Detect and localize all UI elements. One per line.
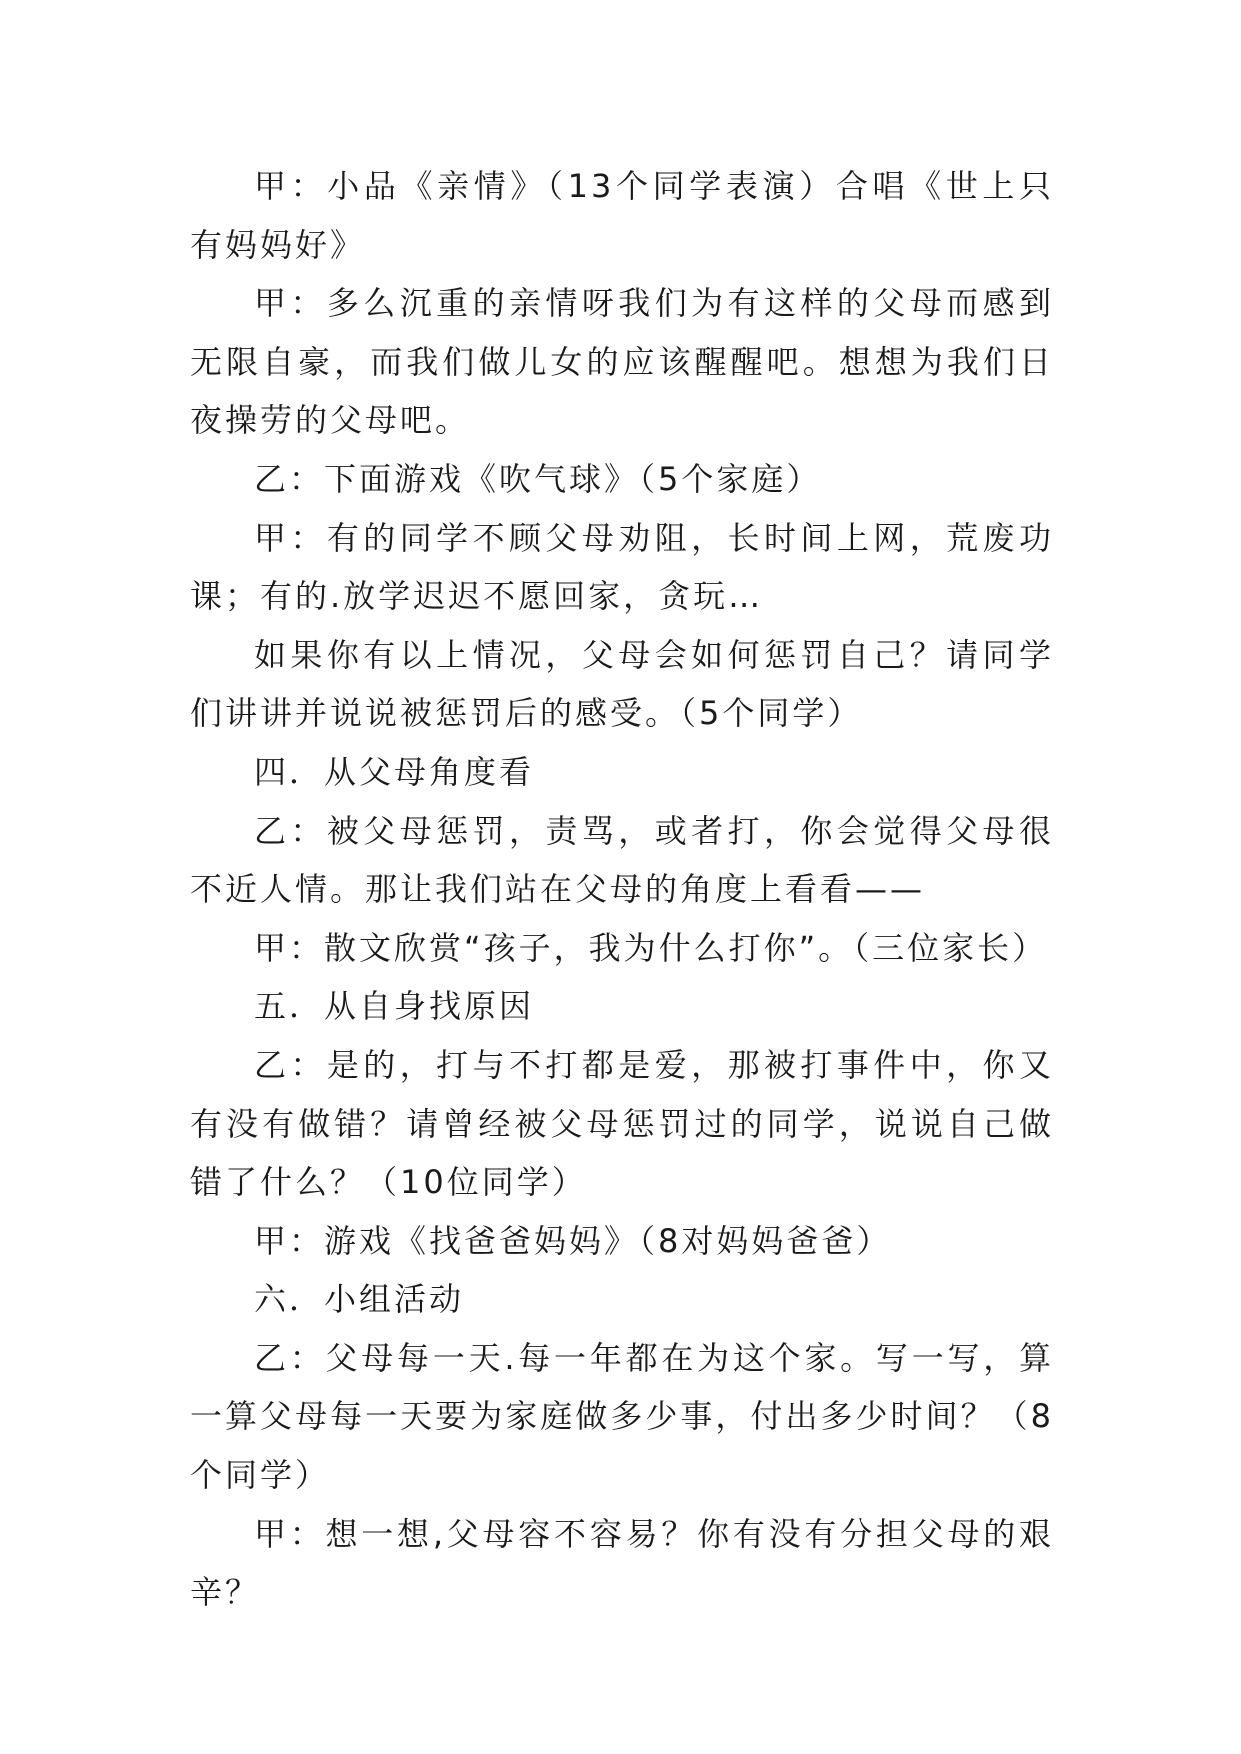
paragraph-think-about-parents: 甲：想一想,父母容不容易？你有没有分担父母的艰辛？: [190, 1514, 1054, 1612]
paragraph-parents-perspective: 乙：被父母惩罚，责骂，或者打，你会觉得父母很不近人情。那让我们站在父母的角度上看看——: [190, 811, 1054, 909]
paragraph-student-behavior: 甲：有的同学不顾父母劝阻，长时间上网，荒废功课；有的.放学迟迟不愿回家，贪玩…: [190, 518, 1054, 616]
section-heading-group-activity: 六．小组活动: [254, 1280, 465, 1319]
paragraph-mistakes: 乙：是的，打与不打都是爱，那被打事件中，你又有没有做错？请曾经被父母惩罚过的同学，说说自己做错了什么？（10位同学）: [190, 1045, 1054, 1202]
document-body: [190, 157, 1054, 1622]
paragraph-punishment-question: 如果你有以上情况，父母会如何惩罚自己？请同学们讲讲并说说被惩罚后的感受。（5个同学）: [190, 635, 1054, 733]
paragraph-balloon-game: 乙：下面游戏《吹气球》（5个家庭）: [254, 459, 822, 498]
paragraph-essay-appreciation: 甲：散文欣赏“孩子，我为什么打你”。（三位家长）: [254, 928, 1048, 967]
paragraph-find-parents-game: 甲：游戏《找爸爸妈妈》（8对妈妈爸爸）: [254, 1221, 892, 1260]
paragraph-count-parents-work: 乙：父母每一天.每一年都在为这个家。写一写，算一算父母每一天要为家庭做多少事，付出多少时间？（8个同学）: [190, 1338, 1054, 1495]
paragraph-skit-and-chorus: 甲：小品《亲情》（13个同学表演）合唱《世上只有妈妈好》: [190, 167, 1054, 264]
section-heading-self-reflection: 五．从自身找原因: [254, 987, 535, 1026]
paragraph-family-love: 甲：多么沉重的亲情呀我们为有这样的父母而感到无限自豪，而我们做儿女的应该醒醒吧。想想为我们日夜操劳的父母吧。: [190, 284, 1054, 440]
section-heading-parents-view: 四．从父母角度看: [254, 752, 535, 791]
